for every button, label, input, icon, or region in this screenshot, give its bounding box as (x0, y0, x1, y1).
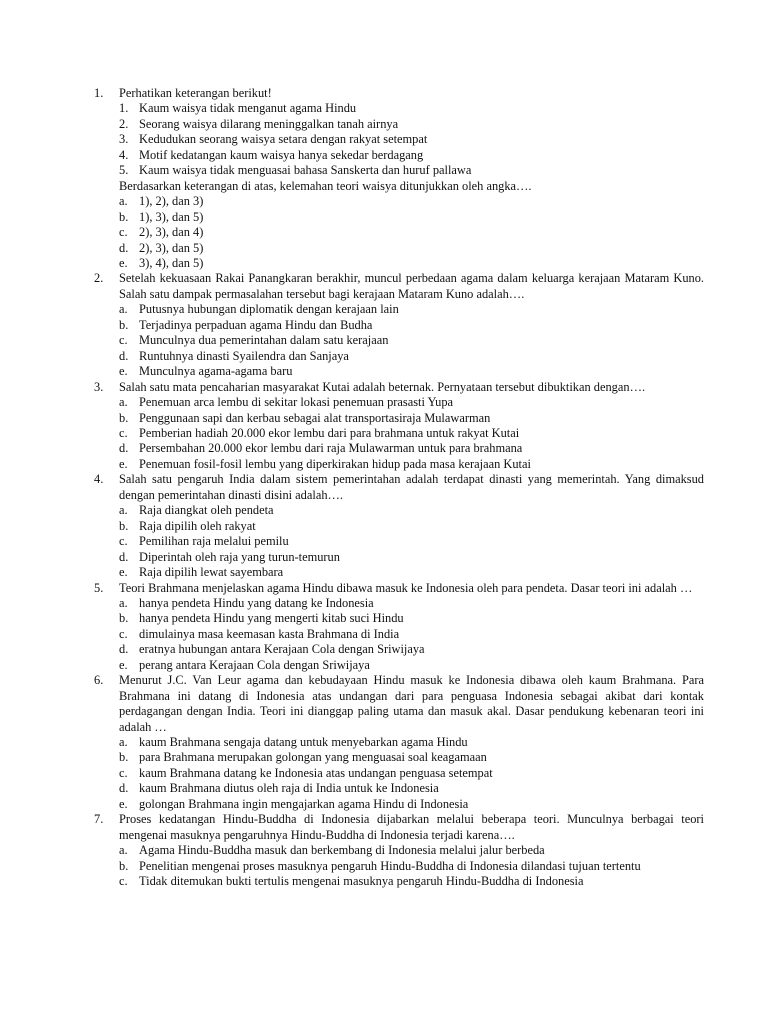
question-2 (94, 271, 704, 379)
statement-text: Kedudukan seorang waisya setara dengan rakyat setempat (139, 132, 428, 147)
option-text: dimulainya masa keemasan kasta Brahmana di India (139, 626, 400, 641)
option-text: Terjadinya perpaduan agama Hindu dan Budha (139, 317, 373, 332)
question-number: 4. (94, 472, 104, 487)
option-letter: a. (119, 503, 128, 518)
option-letter: e. (119, 796, 128, 811)
statement-text: Kaum waisya tidak menguasai bahasa Sanskerta dan huruf pallawa (139, 163, 472, 178)
option-item[interactable] (119, 519, 704, 534)
question-text: Teori Brahmana menjelaskan agama Hindu dibawa masuk ke Indonesia oleh para pendeta. Dasar teori ini adalah … (119, 580, 693, 595)
option-letter: c. (119, 333, 128, 348)
option-letter: b. (119, 317, 129, 332)
option-text: Diperintah oleh raja yang turun-temurun (139, 549, 340, 564)
option-text: Putusnya hubungan diplomatik dengan kerajaan lain (139, 302, 399, 317)
option-text: Penggunaan sapi dan kerbau sebagai alat transportasiraja Mulawarman (139, 410, 491, 425)
option-item[interactable] (119, 750, 704, 765)
option-item[interactable] (119, 781, 704, 796)
option-item[interactable] (119, 225, 704, 240)
option-letter: c. (119, 534, 128, 549)
option-text: 3), 4), dan 5) (139, 255, 204, 270)
question-3 (94, 380, 704, 473)
question-number: 7. (94, 812, 104, 827)
question-text: Salah satu mata pencaharian masyarakat Kutai adalah beternak. Pernyataan tersebut dibuktikan dengan…. (119, 379, 646, 394)
option-item[interactable] (119, 843, 704, 858)
question-6 (94, 673, 704, 812)
option-list (119, 596, 704, 673)
option-item[interactable] (119, 241, 704, 256)
option-text: 2), 3), dan 4) (139, 225, 204, 240)
option-text: golongan Brahmana ingin mengajarkan agama Hindu di Indonesia (139, 796, 469, 811)
option-item[interactable] (119, 349, 704, 364)
option-list (119, 735, 704, 812)
statement-item (119, 117, 704, 132)
option-text: perang antara Kerajaan Cola dengan Sriwijaya (139, 657, 370, 672)
option-item[interactable] (119, 364, 704, 379)
statement-list (119, 101, 704, 178)
option-letter: b. (119, 750, 129, 765)
option-text: para Brahmana merupakan golongan yang menguasai soal keagamaan (139, 750, 487, 765)
question-5 (94, 581, 704, 674)
option-text: hanya pendeta Hindu yang datang ke Indonesia (139, 595, 374, 610)
option-item[interactable] (119, 596, 704, 611)
option-item[interactable] (119, 256, 704, 271)
statement-item (119, 101, 704, 116)
option-letter: e. (119, 565, 128, 580)
option-letter: d. (119, 348, 129, 363)
option-letter: a. (119, 735, 128, 750)
option-item[interactable] (119, 627, 704, 642)
statement-number: 3. (119, 132, 129, 147)
statement-item (119, 163, 704, 178)
option-item[interactable] (119, 565, 704, 580)
statement-number: 4. (119, 147, 129, 162)
option-list (119, 302, 704, 379)
option-letter: c. (119, 765, 128, 780)
option-letter: d. (119, 549, 129, 564)
option-text: Penelitian mengenai proses masuknya pengaruh Hindu-Buddha di Indonesia dilandasi tujuan tertentu (139, 858, 641, 873)
question-number: 2. (94, 271, 104, 286)
option-item[interactable] (119, 658, 704, 673)
statement-item (119, 132, 704, 147)
statement-text: Motif kedatangan kaum waisya hanya sekedar berdagang (139, 147, 424, 162)
statement-item (119, 148, 704, 163)
option-letter: e. (119, 364, 128, 379)
option-letter: d. (119, 642, 129, 657)
statement-number: 5. (119, 163, 129, 178)
option-text: Runtuhnya dinasti Syailendra dan Sanjaya (139, 348, 349, 363)
option-text: Pemilihan raja melalui pemilu (139, 534, 289, 549)
option-text: Penemuan arca lembu di sekitar lokasi penemuan prasasti Yupa (139, 395, 454, 410)
option-item[interactable] (119, 441, 704, 456)
statement-number: 1. (119, 101, 129, 116)
option-item[interactable] (119, 318, 704, 333)
question-4 (94, 472, 704, 580)
option-text: Raja diangkat oleh pendeta (139, 503, 274, 518)
option-letter: a. (119, 395, 128, 410)
question-prompt: Berdasarkan keterangan di atas, kelemahan teori waisya ditunjukkan oleh angka…. (119, 178, 532, 193)
option-text: Pemberian hadiah 20.000 ekor lembu dari para brahmana untuk rakyat Kutai (139, 425, 520, 440)
question-number: 3. (94, 379, 104, 394)
question-number: 5. (94, 580, 104, 595)
question-number: 1. (94, 86, 104, 100)
option-item[interactable] (119, 859, 704, 874)
option-letter: e. (119, 456, 128, 471)
option-letter: e. (119, 255, 128, 270)
option-item[interactable] (119, 797, 704, 812)
option-letter: e. (119, 657, 128, 672)
option-item[interactable] (119, 457, 704, 472)
option-letter: a. (119, 595, 128, 610)
question-text: Salah satu pengaruh India dalam sistem pemerintahan adalah terdapat dinasti yang memerintah. Yang dimaksud dengan pemerintahan dinasti disini adalah…. (119, 472, 704, 502)
question-text: Menurut J.C. Van Leur agama dan kebudayaan Hindu masuk ke Indonesia dibawa oleh kaum Brahmana. Para Brahmana ini datang di Indonesia atas undangan dari para penguasa Indonesia sebagai akibat dari kontak perdagangan dengan India. Teori ini dianggap paling utama dan masuk akal. Dasar pendukung kebenaran teori ini adalah … (119, 673, 704, 734)
option-text: kaum Brahmana diutus oleh raja di India untuk ke Indonesia (139, 781, 439, 796)
option-letter: d. (119, 781, 129, 796)
option-item[interactable] (119, 302, 704, 317)
statement-number: 2. (119, 116, 129, 131)
option-item[interactable] (119, 194, 704, 209)
option-list (119, 395, 704, 472)
option-text: 1), 2), dan 3) (139, 194, 204, 209)
option-letter: c. (119, 626, 128, 641)
option-letter: a. (119, 302, 128, 317)
option-item[interactable] (119, 503, 704, 518)
option-item[interactable] (119, 766, 704, 781)
option-text: Tidak ditemukan bukti tertulis mengenai masuknya pengaruh Hindu-Buddha di Indonesia (139, 874, 584, 889)
question-text: Perhatikan keterangan berikut! (119, 86, 272, 100)
option-letter: b. (119, 209, 129, 224)
option-letter: b. (119, 518, 129, 533)
option-text: eratnya hubungan antara Kerajaan Cola dengan Sriwijaya (139, 642, 425, 657)
option-item[interactable] (119, 333, 704, 348)
question-7 (94, 812, 704, 889)
option-letter: c. (119, 425, 128, 440)
question-text: Setelah kekuasaan Rakai Panangkaran berakhir, muncul perbedaan agama dalam keluarga kerajaan Mataram Kuno. Salah satu dampak permasalahan tersebut bagi kerajaan Mataram Kuno adalah…. (119, 271, 704, 301)
statement-text: Seorang waisya dilarang meninggalkan tanah airnya (139, 116, 399, 131)
option-letter: c. (119, 874, 128, 889)
option-item[interactable] (119, 550, 704, 565)
option-text: 2), 3), dan 5) (139, 240, 204, 255)
option-letter: b. (119, 858, 129, 873)
option-letter: d. (119, 441, 129, 456)
option-text: Raja dipilih lewat sayembara (139, 565, 284, 580)
option-item[interactable] (119, 642, 704, 657)
option-item[interactable] (119, 395, 704, 410)
option-item[interactable] (119, 210, 704, 225)
option-text: Agama Hindu-Buddha masuk dan berkembang di Indonesia melalui jalur berbeda (139, 843, 545, 858)
option-letter: d. (119, 240, 129, 255)
option-list (119, 194, 704, 271)
option-letter: a. (119, 194, 128, 209)
option-item[interactable] (119, 411, 704, 426)
statement-text: Kaum waisya tidak menganut agama Hindu (139, 101, 357, 116)
option-list (119, 843, 704, 889)
option-item[interactable] (119, 874, 704, 889)
option-letter: b. (119, 611, 129, 626)
option-item[interactable] (119, 426, 704, 441)
option-letter: a. (119, 843, 128, 858)
option-text: kaum Brahmana datang ke Indonesia atas undangan penguasa setempat (139, 765, 493, 780)
question-list (94, 86, 704, 890)
option-text: Penemuan fosil-fosil lembu yang diperkirakan hidup pada masa kerajaan Kutai (139, 456, 531, 471)
option-letter: b. (119, 410, 129, 425)
question-text: Proses kedatangan Hindu-Buddha di Indonesia dijabarkan melalui beberapa teori. Munculnya berbagai teori mengenai masuknya pengaruhnya Hindu-Buddha di Indonesia terjadi karena…. (119, 812, 704, 842)
option-item[interactable] (119, 735, 704, 750)
option-text: Munculnya agama-agama baru (139, 364, 293, 379)
option-text: Persembahan 20.000 ekor lembu dari raja Mulawarman untuk para brahmana (139, 441, 523, 456)
option-text: Raja dipilih oleh rakyat (139, 518, 256, 533)
option-text: 1), 3), dan 5) (139, 209, 204, 224)
option-letter: c. (119, 225, 128, 240)
question-number: 6. (94, 673, 104, 688)
option-item[interactable] (119, 611, 704, 626)
option-text: Munculnya dua pemerintahan dalam satu kerajaan (139, 333, 389, 348)
question-1 (94, 86, 704, 271)
option-list (119, 503, 704, 580)
option-text: kaum Brahmana sengaja datang untuk menyebarkan agama Hindu (139, 735, 468, 750)
option-item[interactable] (119, 534, 704, 549)
option-text: hanya pendeta Hindu yang mengerti kitab suci Hindu (139, 611, 404, 626)
